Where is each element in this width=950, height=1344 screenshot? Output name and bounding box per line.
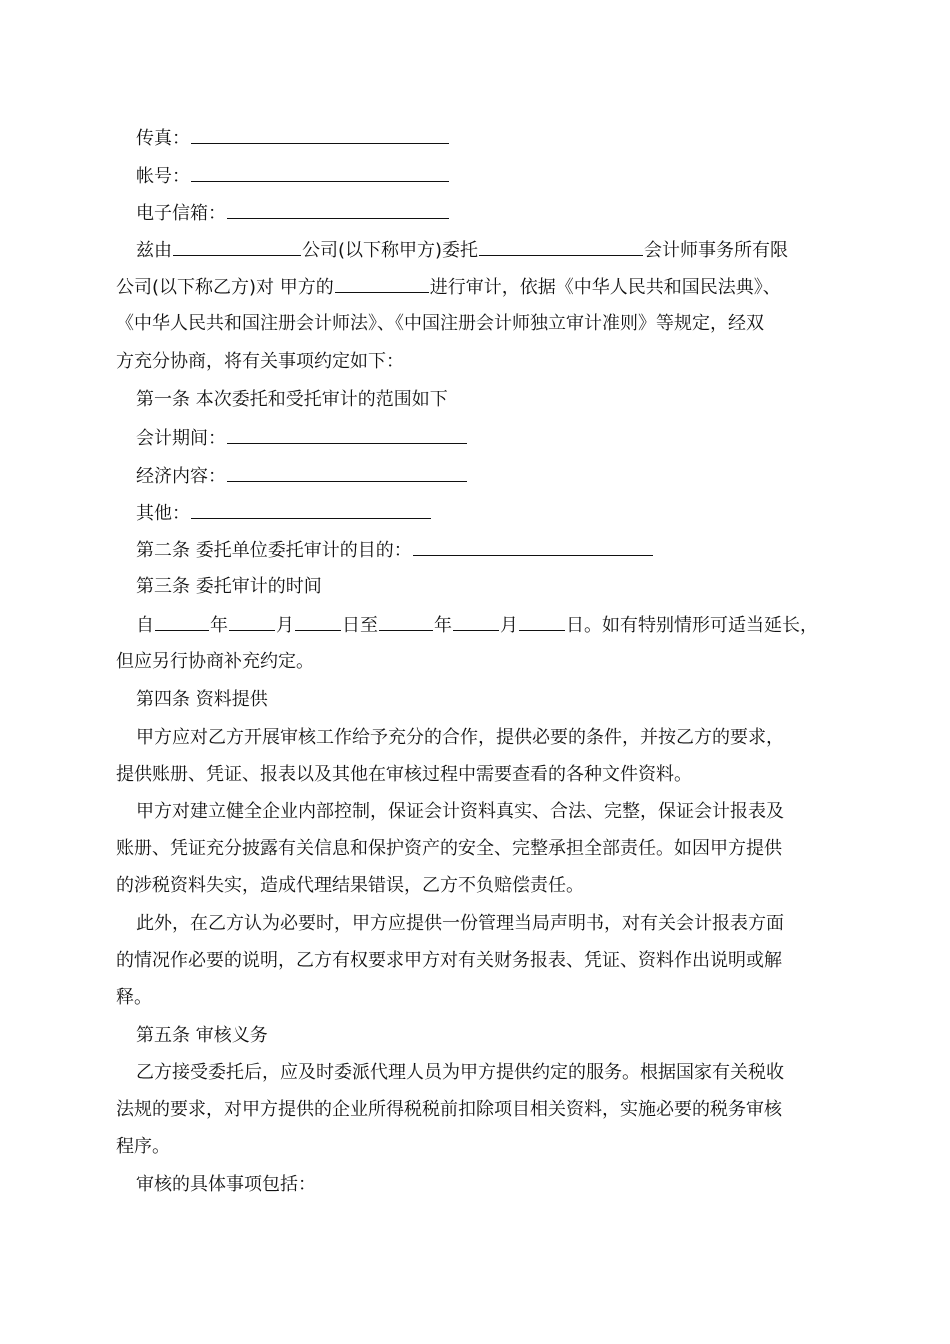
end-year-blank[interactable] [379,615,433,631]
start-day-blank[interactable] [295,615,341,631]
month2-text: 月 [500,615,518,636]
intro-text-c: 会计师事务所有限 [644,240,789,261]
month-text: 月 [276,615,294,636]
intro-line-4: 方充分协商，将有关事项约定如下： [116,351,404,372]
article-5-p1-l3: 程序。 [116,1136,170,1157]
email-line [136,203,846,224]
time-tail-text: 日。如有特别情形可适当延长， [566,615,818,636]
year2-text: 年 [434,615,452,636]
fax-line [136,128,846,149]
account-label: 帐号： [136,166,190,187]
article-4-p3-l2: 的情况作必要的说明，乙方有权要求甲方对有关财务报表、凭证、资料作出说明或解 [116,950,782,971]
content-label: 经济内容： [136,466,226,487]
article-4-title: 第四条 资料提供 [136,689,268,710]
intro-line-3: 《中华人民共和国注册会计师法》、《中国注册会计师独立审计准则》等规定，经双 [116,313,764,334]
from-text: 自 [136,615,154,636]
intro-text-b: 公司(以下称甲方)委托 [302,240,479,261]
time-continue: 但应另行协商补充约定。 [116,651,314,672]
fax-label: 传真： [136,128,190,149]
email-blank[interactable] [227,203,449,219]
day-to-text: 日至 [342,615,378,636]
article-4-p2-l1: 甲方对建立健全企业内部控制，保证会计资料真实、合法、完整，保证会计报表及 [136,801,784,822]
article-2-line [136,540,846,561]
article-5-p1-l1: 乙方接受委托后，应及时委派代理人员为甲方提供约定的服务。根据国家有关税收 [136,1062,784,1083]
period-label: 会计期间： [136,428,226,449]
party-b-blank[interactable] [479,240,643,256]
article-4-p2-l2: 账册、凭证充分披露有关信息和保护资产的安全、完整承担全部责任。如因甲方提供 [116,838,782,859]
audit-object-blank[interactable] [335,277,429,293]
intro-text-d: 公司(以下称乙方)对 甲方的 [116,277,334,298]
content-blank[interactable] [227,466,467,482]
intro-line-2 [116,277,846,298]
purpose-blank[interactable] [413,540,653,556]
article-1-title: 第一条 本次委托和受托审计的范围如下 [136,389,448,410]
end-day-blank[interactable] [519,615,565,631]
account-line [136,166,846,187]
intro-text-a: 兹由 [136,240,172,261]
article-4-p2-l3: 的涉税资料失实，造成代理结果错误，乙方不负赔偿责任。 [116,875,584,896]
article-2-title: 第二条 委托单位委托审计的目的： [136,540,412,561]
email-label: 电子信箱： [136,203,226,224]
period-line [136,428,846,449]
year-text: 年 [210,615,228,636]
content-line [136,466,846,487]
article-4-p3-l3: 释。 [116,987,152,1008]
intro-line-1 [136,240,846,261]
article-4-p3-l1: 此外，在乙方认为必要时，甲方应提供一份管理当局声明书，对有关会计报表方面 [136,913,784,934]
start-month-blank[interactable] [229,615,275,631]
article-5-items-intro: 审核的具体事项包括： [136,1174,316,1195]
fax-blank[interactable] [191,128,449,144]
time-line [136,615,846,636]
period-blank[interactable] [227,428,467,444]
other-label: 其他： [136,503,190,524]
end-month-blank[interactable] [453,615,499,631]
other-line [136,503,846,524]
intro-text-e: 进行审计，依据《中华人民共和国民法典》、 [429,277,781,298]
party-a-blank[interactable] [173,240,301,256]
other-blank[interactable] [191,503,431,519]
start-year-blank[interactable] [155,615,209,631]
article-4-p1-l2: 提供账册、凭证、报表以及其他在审核过程中需要查看的各种文件资料。 [116,764,692,785]
article-4-p1-l1: 甲方应对乙方开展审核工作给予充分的合作，提供必要的条件，并按乙方的要求， [136,727,784,748]
account-blank[interactable] [191,166,449,182]
article-5-title: 第五条 审核义务 [136,1025,268,1046]
article-5-p1-l2: 法规的要求，对甲方提供的企业所得税税前扣除项目相关资料，实施必要的税务审核 [116,1099,782,1120]
article-3-title: 第三条 委托审计的时间 [136,576,322,597]
